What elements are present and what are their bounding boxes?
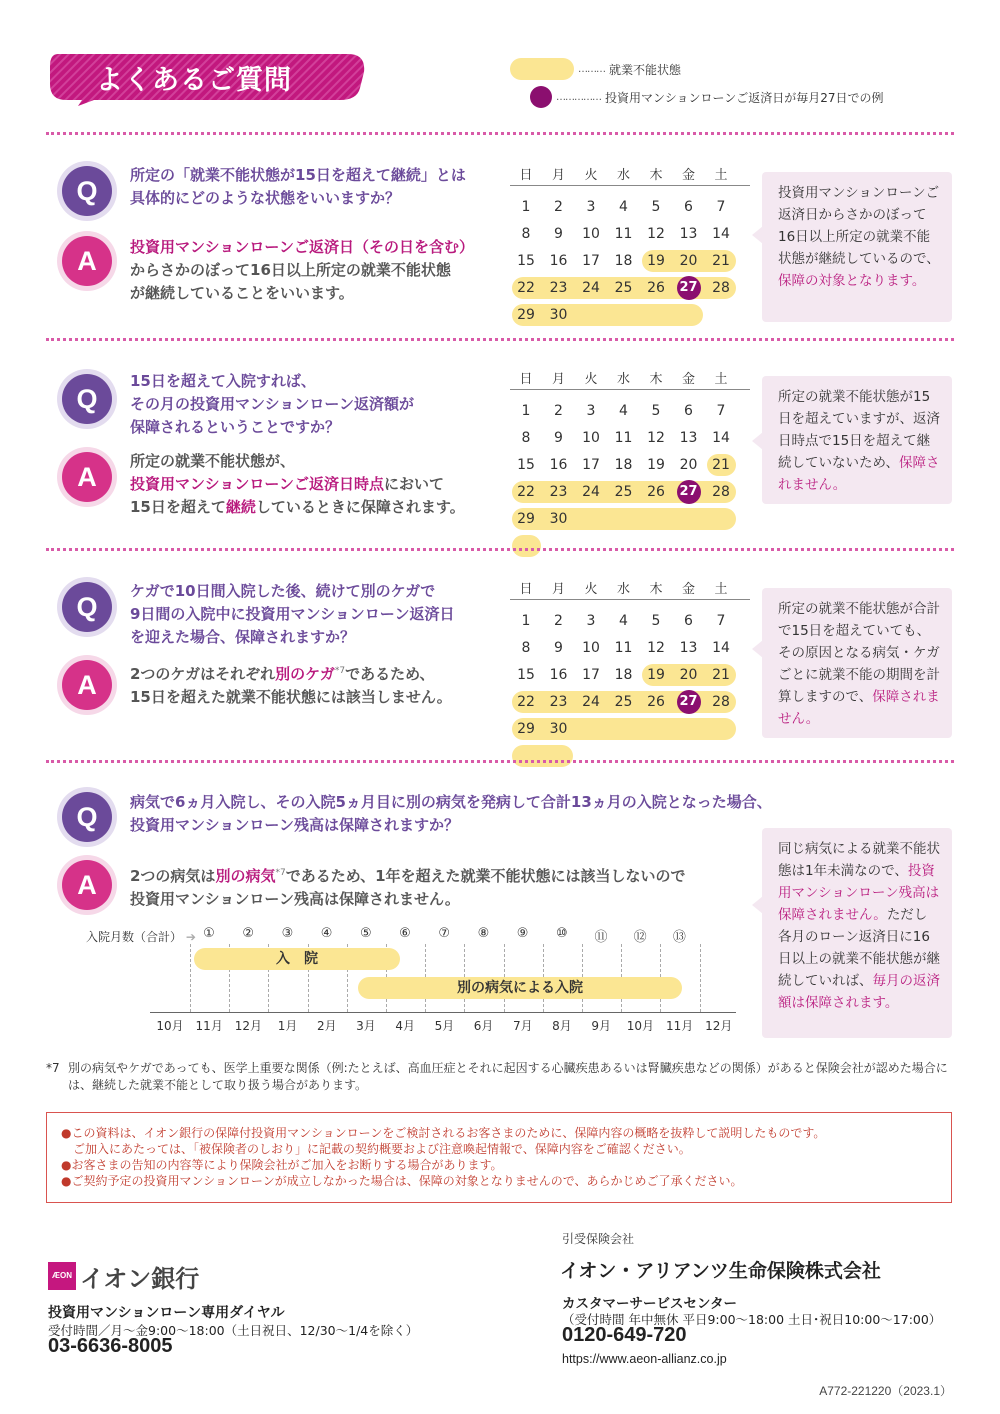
- legend-highlight-swatch: [510, 58, 574, 80]
- weekday-label: 水: [616, 582, 630, 597]
- calendar-day: 28: [712, 694, 730, 710]
- insurer-phone[interactable]: 0120-649-720: [562, 1324, 687, 1346]
- month-label: 7月: [512, 1019, 533, 1033]
- calendar-day: 24: [582, 484, 600, 500]
- unable-period-highlight: [512, 535, 541, 557]
- legend-unable-label: 就業不能状態: [609, 62, 682, 77]
- month-count-number: ⑩: [555, 926, 568, 941]
- weekday-label: 土: [714, 582, 728, 597]
- calendar-day: 8: [521, 226, 531, 242]
- dial-hours: 受付時間／月～金9:00～18:00（土日祝日、12/30～1/4を除く）: [48, 1323, 419, 1338]
- calendar-day: 10: [582, 226, 600, 242]
- month-count-number: ⑬: [672, 930, 686, 945]
- calendar-day: 29: [517, 307, 535, 323]
- month-label: 2月: [316, 1019, 337, 1033]
- calendar-day: 2: [554, 403, 563, 419]
- question-text: 病気で6ヵ月入院し、その入院5ヵ月目に別の病気を発病して合計13ヵ月の入院となった場合、 投資用マンションローン残高は保障されますか？: [130, 793, 772, 834]
- calendar-day: 22: [517, 484, 535, 500]
- calendar-day: 13: [679, 226, 698, 242]
- calendar-day: 23: [549, 484, 568, 500]
- calendar-day: 24: [582, 694, 600, 710]
- disclaimer-line: ●ご契約予定の投資用マンションローンが成立しなかった場合は、保障の対象となりませんので、あらかじめご了承ください。: [61, 1174, 743, 1188]
- calendar-day: 7: [716, 613, 726, 629]
- note-box: 投資用マンションローンご返済日からさかのぼって16日以上所定の就業不能状態が継続しているので、保障の対象となります。: [762, 172, 952, 322]
- month-count-number: ⑧: [477, 926, 490, 941]
- calendar-day: 11: [614, 640, 633, 656]
- answer-text: 2つの病気は別の病気$^{*7}$であるため、1年を超えた就業不能状態には該当しないので 投資用マンションローン残高は保障されません。: [130, 867, 686, 908]
- month-label: 11月: [665, 1019, 694, 1033]
- calendar-day: 25: [614, 694, 633, 710]
- calendar-day: 18: [614, 667, 633, 683]
- weekday-label: 火: [584, 372, 598, 387]
- calendar-day: 20: [679, 667, 698, 683]
- calendar-day: 30: [549, 721, 568, 737]
- calendar-day: 5: [651, 613, 661, 629]
- calendar-header: [510, 368, 750, 390]
- calendar-day: 9: [554, 430, 563, 446]
- month-label: 5月: [434, 1019, 455, 1033]
- weekday-label: 水: [616, 372, 630, 387]
- timeline-bar-other-illness: 別の病気による入院: [358, 977, 682, 999]
- calendar-day: 28: [712, 484, 730, 500]
- calendar-day: 9: [554, 226, 563, 242]
- calendar-day: 2: [554, 199, 563, 215]
- month-label: 8月: [552, 1019, 572, 1033]
- calendar-day: 13: [679, 430, 698, 446]
- calendar-day: 11: [614, 226, 633, 242]
- calendar-day: 3: [586, 403, 596, 419]
- month-count-number: ③: [281, 926, 294, 941]
- disclaimer-line: ●お客さまの告知の内容等により保険会社がご加入をお断りする場合があります。: [61, 1158, 503, 1172]
- calendar-day: 1: [521, 613, 531, 629]
- weekday-label: 金: [681, 372, 695, 387]
- calendar-day: 16: [549, 253, 568, 269]
- calendar-day: 4: [619, 403, 628, 419]
- divider: [46, 132, 954, 135]
- calendar-day: 30: [549, 511, 568, 527]
- weekday-label: 火: [584, 168, 598, 183]
- calendar-day: 2: [554, 613, 563, 629]
- weekday-label: 金: [681, 168, 695, 183]
- calendar-day: 21: [712, 253, 730, 269]
- month-count-number: ⑨: [516, 926, 529, 941]
- calendar-day: 8: [521, 640, 531, 656]
- a-badge: A: [62, 452, 112, 502]
- legend-payday-dot: [530, 86, 552, 108]
- q-badge: Q: [62, 166, 112, 216]
- calendar-day: 17: [582, 253, 600, 269]
- unable-period-highlight: [512, 745, 573, 767]
- calendar-day: 10: [582, 640, 600, 656]
- month-count-number: ⑥: [399, 926, 411, 941]
- timeline-label: 入院月数（合計） ➔: [86, 930, 196, 944]
- calendar-day: 10: [582, 430, 600, 446]
- weekday-label: 火: [584, 582, 598, 597]
- calendar-day: 22: [517, 694, 535, 710]
- customer-center-hours: （受付時間 年中無休 平日9:00～18:00 土日･祝日10:00～17:00）: [562, 1312, 942, 1327]
- calendar-day: 1: [521, 403, 531, 419]
- insurer-name: イオン・アリアンツ生命保険株式会社: [560, 1260, 881, 1282]
- calendar-day: 21: [712, 457, 730, 473]
- calendar-day: 30: [549, 307, 568, 323]
- answer-text: 2つのケガはそれぞれ別のケガ$^{*7}$であるため、 15日を超えた就業不能状態には該当しません。: [130, 665, 452, 706]
- calendar-day: 15: [517, 457, 535, 473]
- calendar-day: 16: [549, 457, 568, 473]
- note-box: 同じ病気による就業不能状態は1年未満なので、投資用マンションローン残高は保障されません。ただし各月のローン返済日に16日以上の就業不能状態が継続していれば、毎月の返済額は保障されます。: [762, 828, 952, 1038]
- calendar-day: 18: [614, 457, 633, 473]
- calendar-day: 14: [712, 226, 730, 242]
- month-count-number: ⑫: [633, 930, 647, 945]
- calendar-day: 5: [651, 403, 661, 419]
- calendar-day: 13: [679, 640, 698, 656]
- calendar-day: 7: [716, 403, 726, 419]
- insurer-url[interactable]: https://www.aeon-allianz.co.jp: [562, 1352, 727, 1366]
- calendar-day: 22: [517, 280, 535, 296]
- calendar-day: 8: [521, 430, 531, 446]
- disclaimer-box: [46, 1112, 952, 1203]
- timeline-bar-hospitalization: 入 院: [194, 948, 400, 970]
- month-count-number: ②: [242, 926, 255, 941]
- weekday-label: 土: [714, 372, 728, 387]
- calendar-day: 28: [712, 280, 730, 296]
- calendar-day: 15: [517, 253, 535, 269]
- question-text: ケガで10日間入院した後、続けて別のケガで 9日間の入院中に投資用マンションローン返済日 を迎えた場合、保障されますか？: [130, 582, 455, 646]
- calendar-day: 4: [619, 199, 628, 215]
- divider: [46, 338, 954, 341]
- calendar-day: 6: [684, 613, 693, 629]
- month-label: 1月: [277, 1019, 298, 1033]
- calendar-day: 6: [684, 403, 693, 419]
- legend-payday-label: 投資用マンションローンご返済日が毎月27日での例: [605, 90, 884, 105]
- footnote-text: 別の病気やケガであっても、医学上重要な関係（例:たとえば、高血圧症とそれに起因する心臓疾患あるいは腎臓疾患などの関係）があると保険会社が認めた場合には、継続した就業不能として取り扱う場合があります。: [68, 1061, 948, 1092]
- legend-payday: …………… 投資用マンションローンご返済日が毎月27日での例: [510, 86, 884, 108]
- timeline-axis: [150, 1012, 736, 1013]
- weekday-label: 土: [714, 168, 728, 183]
- month-label: 12月: [234, 1019, 263, 1033]
- calendar-day: 21: [712, 667, 730, 683]
- q-badge: Q: [62, 792, 112, 842]
- calendar-day: 18: [614, 253, 633, 269]
- payday-marker: 27: [677, 480, 701, 504]
- calendar-day: 12: [647, 430, 665, 446]
- month-count-number: ①: [203, 926, 215, 941]
- month-label: 9月: [591, 1019, 611, 1033]
- calendar-day: 23: [549, 280, 568, 296]
- calendar-day: 15: [517, 667, 535, 683]
- a-badge: A: [62, 236, 112, 286]
- calendar-day: 14: [712, 430, 730, 446]
- calendar-day: 20: [679, 457, 698, 473]
- a-badge: A: [62, 860, 112, 910]
- aeon-logo: ÆON: [48, 1262, 76, 1290]
- month-label: 10月: [626, 1019, 655, 1033]
- weekday-label: 日: [519, 372, 533, 387]
- weekday-label: 月: [551, 582, 565, 597]
- calendar-day: 3: [586, 613, 596, 629]
- weekday-label: 木: [649, 168, 663, 183]
- calendar-day: 1: [521, 199, 531, 215]
- calendar-day: 9: [554, 640, 563, 656]
- calendar-day: 12: [647, 226, 665, 242]
- footnote: [46, 1060, 956, 1094]
- calendar-day: 25: [614, 484, 633, 500]
- note-box: 所定の就業不能状態が合計で15日を超えていても、その原因となる病気・ケガごとに就業不能の期間を計算しますので、保障されません。: [762, 588, 952, 738]
- calendar-day: 26: [647, 280, 665, 296]
- answer-text: 所定の就業不能状態が、 投資用マンションローンご返済日時点において 15日を超えて継続しているときに保障されます。: [130, 452, 465, 516]
- insurer-label: 引受保険会社: [562, 1232, 635, 1246]
- divider: [46, 760, 954, 763]
- answer-text: 投資用マンションローンご返済日（その日を含む） からさかのぼって16日以上所定の就業不能状態 が継続していることをいいます。: [130, 238, 475, 302]
- month-label: 4月: [395, 1019, 415, 1033]
- weekday-label: 月: [551, 372, 565, 387]
- calendar-day: 25: [614, 280, 633, 296]
- customer-center-title: カスタマーサービスセンター: [562, 1296, 737, 1312]
- calendar-day: 12: [647, 640, 665, 656]
- month-label: 10月: [156, 1019, 184, 1033]
- weekday-label: 日: [519, 168, 533, 183]
- calendar-day: 4: [619, 613, 628, 629]
- month-count-number: ⑦: [438, 926, 451, 941]
- calendar-day: 19: [647, 667, 665, 683]
- calendar-day: 16: [549, 667, 568, 683]
- calendar-day: 17: [582, 667, 600, 683]
- q-badge: Q: [62, 582, 112, 632]
- calendar-day: 7: [716, 199, 726, 215]
- page-title: よくあるご質問: [96, 65, 292, 96]
- calendar-day: 19: [647, 457, 665, 473]
- calendar-day: 11: [614, 430, 633, 446]
- question-text: 15日を超えて入院すれば、 その月の投資用マンションローン返済額が 保障されるということですか？: [130, 372, 415, 436]
- footnote-mark: *7: [46, 1061, 60, 1075]
- weekday-label: 月: [551, 168, 565, 183]
- document-code: A772-221220（2023.1）: [819, 1384, 952, 1398]
- payday-marker: 27: [677, 276, 701, 300]
- dial-title: 投資用マンションローン専用ダイヤル: [48, 1305, 285, 1321]
- divider: [46, 548, 954, 551]
- weekday-label: 木: [649, 372, 663, 387]
- calendar-day: 24: [582, 280, 600, 296]
- month-count-number: ⑤: [359, 926, 372, 941]
- calendar-day: 17: [582, 457, 600, 473]
- bank-name: イオン銀行: [80, 1265, 200, 1293]
- calendar-day: 26: [647, 484, 665, 500]
- disclaimer-line: ●この資料は、イオン銀行の保障付投資用マンションローンをご検討されるお客さまのために、保障内容の概略を抜粋して説明したものです。: [61, 1126, 826, 1140]
- month-count-number: ④: [320, 926, 333, 941]
- calendar-header: [510, 164, 750, 186]
- q-badge: Q: [62, 374, 112, 424]
- calendar-day: 29: [517, 511, 535, 527]
- bank-phone[interactable]: 03-6636-8005: [48, 1335, 173, 1357]
- calendar-day: 26: [647, 694, 665, 710]
- calendar-day: 23: [549, 694, 568, 710]
- timeline-gridline: [190, 944, 191, 1012]
- calendar-day: 20: [679, 253, 698, 269]
- disclaimer-line: ご加入にあたっては、「被保険者のしおり」に記載の契約概要および注意喚起情報で、保障内容をご確認ください。: [61, 1142, 691, 1156]
- question-text: 所定の「就業不能状態が15日を超えて継続」とは 具体的にどのような状態をいいますか？: [130, 166, 466, 207]
- note-box: 所定の就業不能状態が15日を超えていますが、返済日時点で15日を超えて継続していないため、保障されません。: [762, 376, 952, 504]
- a-badge: A: [62, 660, 112, 710]
- calendar-day: 3: [586, 199, 596, 215]
- month-label: 12月: [705, 1019, 733, 1033]
- month-label: 3月: [356, 1019, 376, 1033]
- weekday-label: 水: [616, 168, 630, 183]
- timeline-gridline: [700, 944, 701, 1012]
- calendar-day: 29: [517, 721, 535, 737]
- month-count-number: ⑪: [594, 930, 608, 945]
- payday-marker: 27: [677, 690, 701, 714]
- calendar-day: 6: [684, 199, 693, 215]
- calendar-day: 5: [651, 199, 661, 215]
- weekday-label: 日: [519, 582, 533, 597]
- weekday-label: 木: [649, 582, 663, 597]
- weekday-label: 金: [681, 582, 695, 597]
- calendar-day: 14: [712, 640, 730, 656]
- calendar-header: [510, 578, 750, 600]
- month-label: 11月: [195, 1019, 223, 1033]
- calendar-day: 19: [647, 253, 665, 269]
- month-label: 6月: [473, 1019, 494, 1033]
- legend-unable: ……… 就業不能状態: [510, 58, 681, 80]
